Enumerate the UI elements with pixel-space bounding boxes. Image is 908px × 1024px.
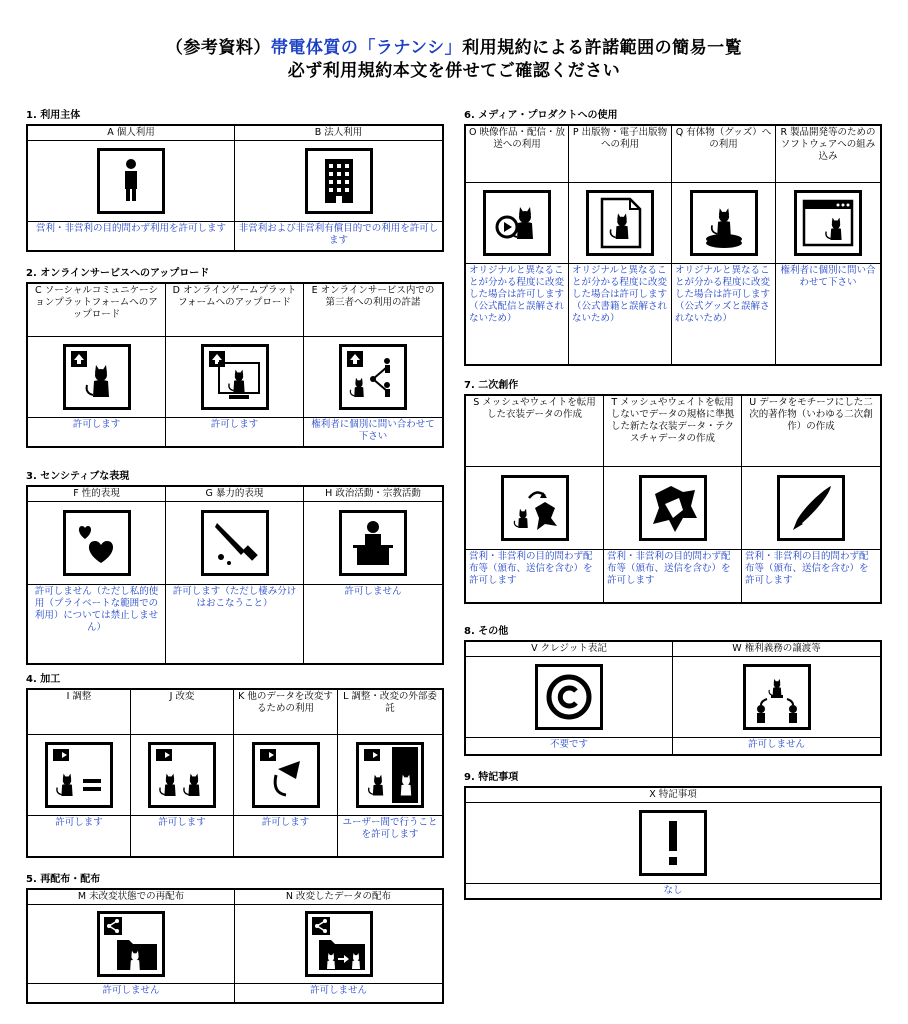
header-b: B 法人利用 [314,127,363,138]
header-k: K 他のデータを改変するための利用 [234,690,338,734]
result-t: 営利・非営利の目的問わず配布等（頒布、送信を含む）を許可します [604,550,742,602]
header-w: W 権利義務の譲渡等 [732,643,821,654]
result-w: 許可しません [747,739,805,750]
header-j: J 改変 [131,690,234,734]
result-x: なし [663,885,683,896]
header-e: E オンラインサービス内での第三者への利用の許諾 [311,285,435,308]
result-o: オリジナルと異なることが分かる程度に改変した場合は許可します（公式配信と誤解されないため） [466,264,569,364]
header-q: Q 有体物（グッズ）への利用 [672,126,776,182]
figure-icon [690,190,758,256]
person-icon [97,148,165,214]
software-icon [794,190,862,256]
document-icon [586,190,654,256]
result-a: 営利・非営利の目的問わず利用を許可します [28,222,235,250]
header-g: G 暴力的表現 [166,487,304,501]
result-k: 許可します [234,816,338,856]
section-usage-subject [26,106,444,252]
page-subtitle: 必ず利用規約本文を併せてご確認ください [287,61,621,81]
section-other [464,622,882,756]
section-sensitive [26,467,444,665]
section-media-products [464,106,882,366]
section-title: 7. 二次創作 [464,380,519,391]
result-f: 許可しません（ただし私的使用（プライベートな範囲での利用）については禁止しません） [28,585,166,663]
result-h: 許可しません [344,586,402,597]
title-rest: 利用規約による許諾範囲の簡易一覧 [462,38,743,58]
section-online-upload [26,264,444,448]
title-prefix: （参考資料） [165,38,271,58]
exclamation-icon [639,810,707,876]
header-s: S メッシュやウェイトを転用した衣装データの作成 [466,396,604,466]
header-r: R 製品開発等のためのソフトウェアへの組み込み [780,127,876,162]
header-d: D オンラインゲームプラットフォームへのアップロード [166,284,304,336]
section-title: 2. オンラインサービスへのアップロード [26,268,210,279]
result-p: オリジナルと異なることが分かる程度に改変した場合は許可します（公式書籍と誤解されないため） [569,264,672,364]
video-icon [483,190,551,256]
hearts-icon [63,510,131,576]
upload-cat-icon [63,344,131,410]
section-title: 5. 再配布・配布 [26,874,101,885]
result-d: 許可します [166,418,304,446]
result-s: 営利・非営利の目的問わず配布等（頒布、送信を含む）を許可します [466,550,604,602]
result-q: オリジナルと異なることが分かる程度に改変した場合は許可します（公式グッズと誤解されないため） [672,264,776,364]
outsource-icon [356,742,424,808]
header-u: U データをモチーフにした二次的著作物（いわゆる二次創作）の作成 [749,397,873,432]
header-n: N 改変したデータの配布 [285,891,392,902]
copyright-icon [535,664,603,730]
result-u: 営利・非営利の目的問わず配布等（頒布、送信を含む）を許可します [745,551,869,586]
result-g: 許可します（ただし棲み分けはおこなうこと） [166,585,304,663]
section-special-notes [464,768,882,900]
section-title: 4. 加工 [26,674,61,685]
pen-icon [777,475,845,541]
result-l: ユーザー間で行うことを許可します [342,817,438,840]
section-derivative [464,376,882,604]
costume-convert-icon [501,475,569,541]
result-i: 許可します [28,816,131,856]
result-j: 許可します [131,816,234,856]
header-i: I 調整 [28,690,131,734]
header-t: T メッシュやウェイトを転用しないでデータの規格に準拠した新たな衣装データ・テクスチャデータの作成 [604,396,742,466]
section-title: 9. 特記事項 [464,772,519,783]
result-c: 許可します [28,418,166,446]
share-people-icon [339,344,407,410]
header-v: V クレジット表記 [466,642,673,656]
monitor-cat-icon [201,344,269,410]
reuse-icon [252,742,320,808]
header-o: O 映像作品・配信・放送への利用 [466,126,569,182]
section-title: 6. メディア・プロダクトへの使用 [464,110,618,121]
page-title [0,33,908,58]
result-b: 非営利および非営利有償目的での利用を許可します [238,223,439,246]
header-p: P 出版物・電子出版物への利用 [569,126,672,182]
title-highlight: 帯電体質の「ラナンシ」 [270,38,463,58]
result-m: 許可しません [28,984,235,1002]
header-x: X 特記事項 [649,789,697,800]
result-r: 権利者に個別に問い合わせて下さい [780,265,876,288]
header-a: A 個人利用 [28,126,235,140]
header-f: F 性的表現 [28,487,166,501]
header-m: M 未改変状態での再配布 [28,890,235,904]
building-icon [305,148,373,214]
header-h: H 政治活動・宗教活動 [325,488,421,499]
costume-icon [639,475,707,541]
section-redistribution [26,870,444,1004]
section-title: 8. その他 [464,626,509,637]
folder-modify-share-icon [305,911,373,977]
result-e: 権利者に個別に問い合わせて下さい [311,419,435,442]
header-c: C ソーシャルコミュニケーションプラットフォームへのアップロード [28,284,166,336]
result-n: 許可しません [309,985,367,996]
header-l: L 調整・改変の外部委託 [343,691,437,714]
transfer-icon [743,664,811,730]
podium-icon [339,510,407,576]
section-processing [26,670,444,858]
section-title: 3. センシティブな表現 [26,471,130,482]
result-v: 不要です [466,738,673,754]
knife-icon [201,510,269,576]
adjust-icon [45,742,113,808]
section-title: 1. 利用主体 [26,110,81,121]
folder-share-icon [97,911,165,977]
modify-icon [148,742,216,808]
